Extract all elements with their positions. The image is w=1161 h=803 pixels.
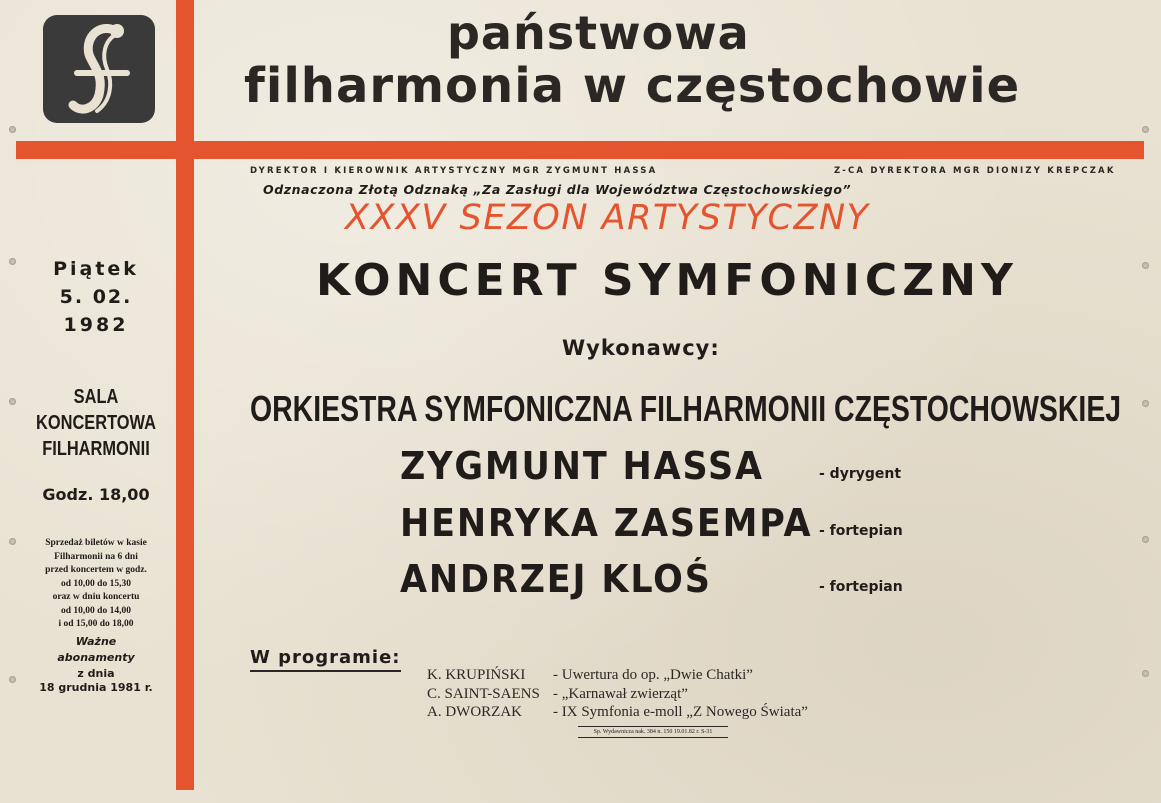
programme-composer: K. KRUPIŃSKI	[427, 667, 526, 683]
valid-from-line: 18 grudnia 1981 r.	[39, 681, 153, 694]
concert-year: 1982	[63, 314, 129, 336]
venue-line: FILHARMONII	[42, 438, 150, 460]
red-vertical-bar	[176, 0, 194, 790]
ticket-info-line: i od 15,00 do 18,00	[58, 619, 134, 629]
pin-hole	[1142, 400, 1149, 407]
pin-hole	[1142, 536, 1149, 543]
venue-line: KONCERTOWA	[36, 412, 156, 434]
concert-day: Piątek	[53, 258, 139, 280]
season-heading: XXXV SEZON ARTYSTYCZNY	[345, 198, 870, 238]
performer-name: ZYGMUNT HASSA	[400, 444, 764, 488]
performers-label: Wykonawcy:	[562, 336, 720, 360]
treble-clef-f-logo-icon	[43, 15, 155, 123]
pin-hole	[9, 126, 16, 133]
subscriptions-line: abonamenty	[57, 651, 135, 664]
performer-role: - fortepian	[819, 579, 903, 595]
pin-hole	[9, 538, 16, 545]
pin-hole	[9, 676, 16, 683]
title-line-2: filharmonia w częstochowie	[244, 58, 1021, 114]
event-title: KONCERT SYMFONICZNY	[316, 255, 1018, 306]
venue	[16, 384, 176, 462]
venue-line: SALA	[73, 386, 119, 408]
ticket-info-line: Filharmonii na 6 dni	[54, 551, 138, 562]
performer-role: - fortepian	[819, 523, 903, 539]
programme-work: - Uwertura do op. „Dwie Chatki”	[553, 667, 753, 683]
ticket-info-line: od 10,00 do 14,00	[61, 605, 131, 616]
ticket-info	[16, 537, 176, 632]
programme-work: - „Karnawał zwierząt”	[553, 686, 688, 702]
pin-hole	[9, 398, 16, 405]
concert-date: 5. 02.	[59, 286, 133, 308]
director-line: DYREKTOR I KIEROWNIK ARTYSTYCZNY MGR ZYGMUNT HASSA	[250, 166, 658, 176]
concert-time: Godz. 18,00	[42, 485, 150, 504]
pin-hole	[1142, 126, 1149, 133]
pin-hole	[1142, 262, 1149, 269]
performer-role: - dyrygent	[819, 466, 902, 482]
subscriptions-valid	[16, 634, 176, 666]
deputy-director-line: Z-CA DYREKTORA MGR DIONIZY KREPCZAK	[834, 166, 1116, 176]
programme-composer: A. DWORZAK	[427, 704, 522, 720]
programme-work: - IX Symfonia e-moll „Z Nowego Świata”	[553, 704, 808, 720]
ticket-info-line: Sprzedaż biletów w kasie	[45, 538, 147, 548]
performer-name: HENRYKA ZASEMPA	[400, 501, 813, 545]
valid-from-line: z dnia	[77, 667, 115, 680]
award-line: Odznaczona Złotą Odznaką „Za Zasługi dla Województwa Częstochowskiego”	[263, 182, 852, 197]
ticket-info-line: przed koncertem w godz.	[45, 565, 147, 575]
subscriptions-line: Ważne	[75, 635, 117, 648]
valid-from	[16, 667, 176, 695]
pin-hole	[9, 258, 16, 265]
pin-hole	[1142, 670, 1149, 677]
programme-label: W programie:	[250, 647, 401, 672]
title-line-1: państwowa	[447, 6, 750, 60]
programme-composer: C. SAINT-SAENS	[427, 686, 540, 702]
ticket-info-line: oraz w dniu koncertu	[52, 592, 140, 602]
red-horizontal-bar	[16, 141, 1144, 159]
orchestra-name: ORKIESTRA SYMFONICZNA FILHARMONII CZĘSTOCHOWSKIEJ	[250, 388, 1122, 429]
performer-name: ANDRZEJ KLOŚ	[400, 557, 712, 601]
ticket-info-line: od 10,00 do 15,30	[61, 578, 131, 589]
printer-imprint: Sp. Wydawnicza nak. 384 n. 150 19.01.82 r. S-31	[578, 726, 728, 738]
